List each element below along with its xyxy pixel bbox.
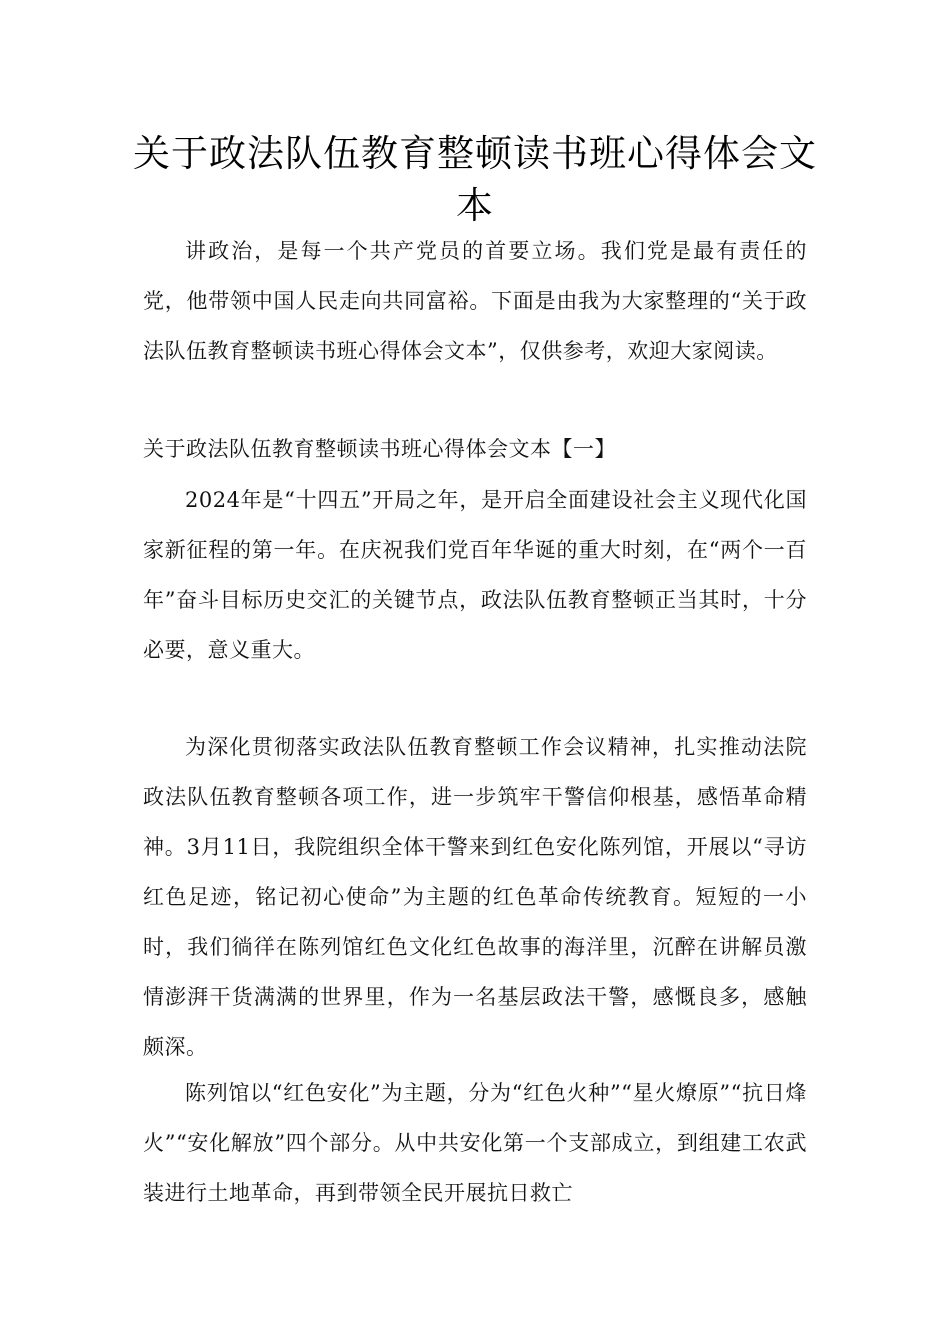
body-paragraph: 陈列馆以“红色安化”为主题，分为“红色火种”“星火燎原”“抗日烽火”“安化解放”四个部分。从中共安化第一个支部成立，到组建工农武装进行土地革命，再到带领全民开展抗日救亡 [143,1081,807,1205]
body-paragraph: 为深化贯彻落实政法队伍教育整顿工作会议精神，扎实推动法院政法队伍教育整顿各项工作，进一步筑牢干警信仰根基，感悟革命精神。3月11日，我院组织全体干警来到红色安化陈列馆，开展以“寻访红色足迹，铭记初心使命”为主题的红色革命传统教育。短短的一小时，我们徜徉在陈列馆红色文化红色故事的海洋里，沉醉在讲解员激情澎湃干货满满的世界里，作为一名基层政法干警，感慨良多，感触颇深。 [143,735,807,1059]
section-subheading: 关于政法队伍教育整顿读书班心得体会文本【一】 [143,437,616,461]
intro-paragraph: 讲政治，是每一个共产党员的首要立场。我们党是最有责任的党，他带领中国人民走向共同富裕。下面是由我为大家整理的“关于政法队伍教育整顿读书班心得体会文本”，仅供参考，欢迎大家阅读。 [143,239,807,363]
body-paragraph: 2024年是“十四五”开局之年，是开启全面建设社会主义现代化国家新征程的第一年。在庆祝我们党百年华诞的重大时刻，在“两个一百年”奋斗目标历史交汇的关键节点，政法队伍教育整顿正当其时，十分必要，意义重大。 [143,488,807,662]
document-title: 关于政法队伍教育整顿读书班心得体会文本 [133,132,817,227]
